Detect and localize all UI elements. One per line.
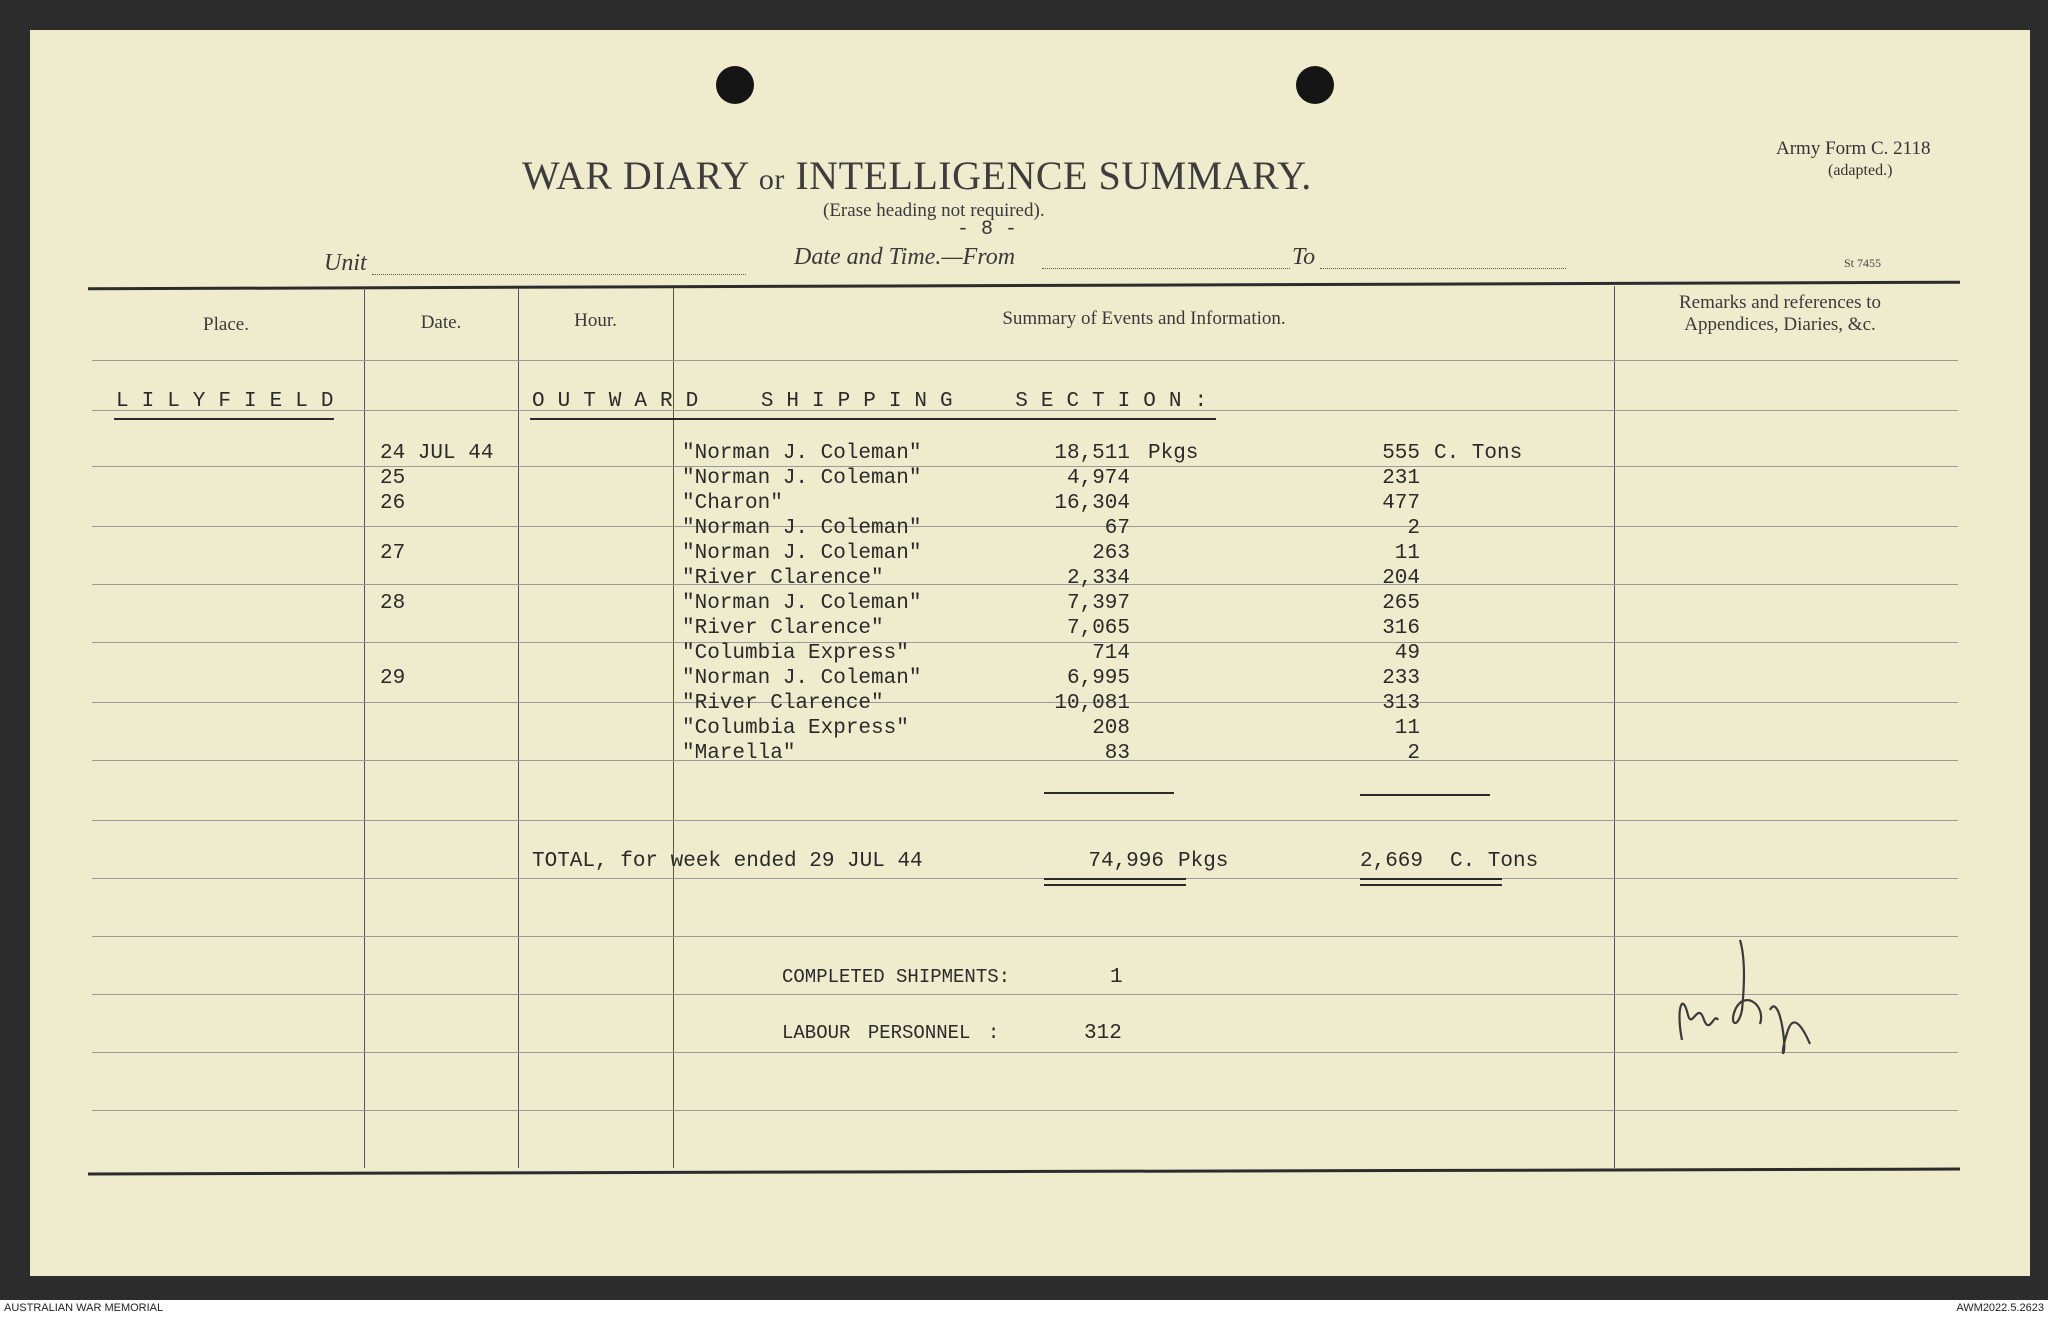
tons-subtotal-rule: [1360, 794, 1490, 796]
footer-institution: AUSTRALIAN WAR MEMORIAL: [4, 1302, 164, 1314]
row-tons: 555: [1382, 442, 1420, 465]
total-tons-double-rule-1: [1360, 878, 1502, 880]
form-title-part1: WAR DIARY: [522, 153, 749, 198]
archive-footer: [0, 1300, 2048, 1317]
table-top-rule: [88, 281, 1960, 291]
punch-hole-left: [716, 66, 754, 104]
row-pkgs: 2,334: [1066, 567, 1130, 590]
column-header-place: Place.: [203, 314, 249, 335]
row-tons: 204: [1382, 567, 1420, 590]
row-tons: 313: [1382, 692, 1420, 715]
table-bottom-rule: [88, 1168, 1960, 1176]
row-ship-name: "Charon": [682, 492, 783, 515]
section-heading-underline: [530, 418, 1216, 420]
row-date: 26: [380, 492, 406, 515]
row-ship-name: "Norman J. Coleman": [682, 542, 922, 565]
row-ship-name: "Marella": [682, 742, 796, 765]
row-tons: 233: [1382, 667, 1420, 690]
row-pkgs: 18,511: [1054, 442, 1130, 465]
ruled-line: [92, 820, 1958, 821]
ruled-line: [92, 360, 1958, 361]
row-ship-name: "Columbia Express": [682, 717, 909, 740]
place-underline: [114, 418, 334, 420]
total-label: TOTAL, for week ended 29 JUL 44: [532, 850, 923, 873]
row-pkgs: 4,974: [1066, 467, 1130, 490]
column-header-summary: Summary of Events and Information.: [1002, 308, 1286, 329]
row-tons: 2: [1407, 742, 1420, 765]
row-ship-name: "River Clarence": [682, 692, 884, 715]
completed-shipments-value: 1: [1110, 966, 1123, 989]
row-ship-name: "Norman J. Coleman": [682, 467, 922, 490]
punch-hole-right: [1296, 66, 1334, 104]
column-header-date: Date.: [420, 312, 462, 333]
row-pkgs: 6,995: [1066, 667, 1130, 690]
row-pkgs: 208: [1092, 717, 1130, 740]
row-ship-name: "Norman J. Coleman": [682, 517, 922, 540]
row-pkgs: 67: [1104, 517, 1130, 540]
row-ship-name: "River Clarence": [682, 567, 884, 590]
row-pkgs-unit: Pkgs: [1148, 442, 1199, 465]
form-title-or: or: [758, 163, 785, 196]
row-ship-name: "Norman J. Coleman": [682, 442, 922, 465]
unit-field-line: [372, 274, 746, 275]
section-heading: [532, 390, 1220, 413]
total-pkgs-unit: Pkgs: [1178, 850, 1229, 873]
row-ship-name: "Norman J. Coleman": [682, 592, 922, 615]
column-divider-4: [1614, 286, 1615, 1168]
row-tons: 2: [1407, 517, 1420, 540]
row-pkgs: 263: [1092, 542, 1130, 565]
column-divider-1: [364, 288, 365, 1168]
row-ship-name: "River Clarence": [682, 617, 884, 640]
row-date: 29: [380, 667, 406, 690]
row-date: 27: [380, 542, 406, 565]
row-pkgs: 16,304: [1054, 492, 1130, 515]
total-pkgs: 74,996: [1088, 850, 1164, 873]
row-tons: 477: [1382, 492, 1420, 515]
date-from-line: [1042, 268, 1290, 269]
row-date: 28: [380, 592, 406, 615]
row-date: 24 JUL 44: [380, 442, 494, 465]
column-divider-2: [518, 288, 519, 1168]
page-number: - 8 -: [957, 218, 1018, 241]
row-tons: 231: [1382, 467, 1420, 490]
ruled-line: [92, 878, 1958, 879]
labour-personnel-value: 312: [1084, 1022, 1122, 1045]
row-pkgs: 10,081: [1054, 692, 1130, 715]
diary-sheet: [30, 30, 2030, 1276]
row-pkgs: 714: [1092, 642, 1130, 665]
stock-number: St 7455: [1844, 256, 1882, 270]
row-tons-unit: C. Tons: [1434, 442, 1523, 465]
ruled-line: [92, 1110, 1958, 1111]
handwritten-signature: [1670, 920, 1830, 1070]
date-to-line: [1320, 268, 1566, 269]
row-ship-name: "Columbia Express": [682, 642, 909, 665]
total-pkgs-double-rule-1: [1044, 878, 1186, 880]
row-tons: 316: [1382, 617, 1420, 640]
row-pkgs: 7,065: [1066, 617, 1130, 640]
column-header-hour: Hour.: [574, 310, 617, 331]
total-tons-unit: C. Tons: [1450, 850, 1539, 873]
total-tons-double-rule-2: [1360, 884, 1502, 886]
footer-item-id: AWM2022.5.2623: [1956, 1302, 2044, 1314]
column-divider-3: [673, 288, 674, 1168]
total-tons: 2,669: [1360, 850, 1424, 873]
row-ship-name: "Norman J. Coleman": [682, 667, 922, 690]
to-label: To: [1292, 244, 1316, 270]
total-pkgs-double-rule-2: [1044, 884, 1186, 886]
completed-shipments-label: COMPLETED SHIPMENTS:: [782, 966, 1011, 988]
place-name: LILYFIELD: [116, 390, 347, 413]
labour-personnel-label: LABOUR PERSONNEL :: [782, 1022, 1000, 1044]
row-date: 25: [380, 467, 406, 490]
unit-label: Unit: [324, 250, 367, 276]
row-pkgs: 83: [1104, 742, 1130, 765]
army-form-number: Army Form C. 2118: [1776, 138, 1931, 159]
row-tons: 11: [1394, 542, 1420, 565]
form-title-part2: INTELLIGENCE SUMMARY.: [795, 153, 1312, 198]
row-tons: 265: [1382, 592, 1420, 615]
row-tons: 49: [1394, 642, 1420, 665]
column-header-remarks: Remarks and references to Appendices, Diaries, &c.: [1678, 292, 1882, 335]
pkgs-subtotal-rule: [1044, 792, 1174, 794]
row-tons: 11: [1394, 717, 1420, 740]
section-heading-text: OUTWARD SHIPPING SECTION:: [532, 390, 1221, 413]
date-time-label: Date and Time.—From: [794, 244, 1016, 270]
form-subtitle: (Erase heading not required).: [823, 200, 1045, 221]
form-title: [522, 152, 1312, 199]
army-form-adapted: (adapted.): [1828, 162, 1893, 179]
row-pkgs: 7,397: [1066, 592, 1130, 615]
